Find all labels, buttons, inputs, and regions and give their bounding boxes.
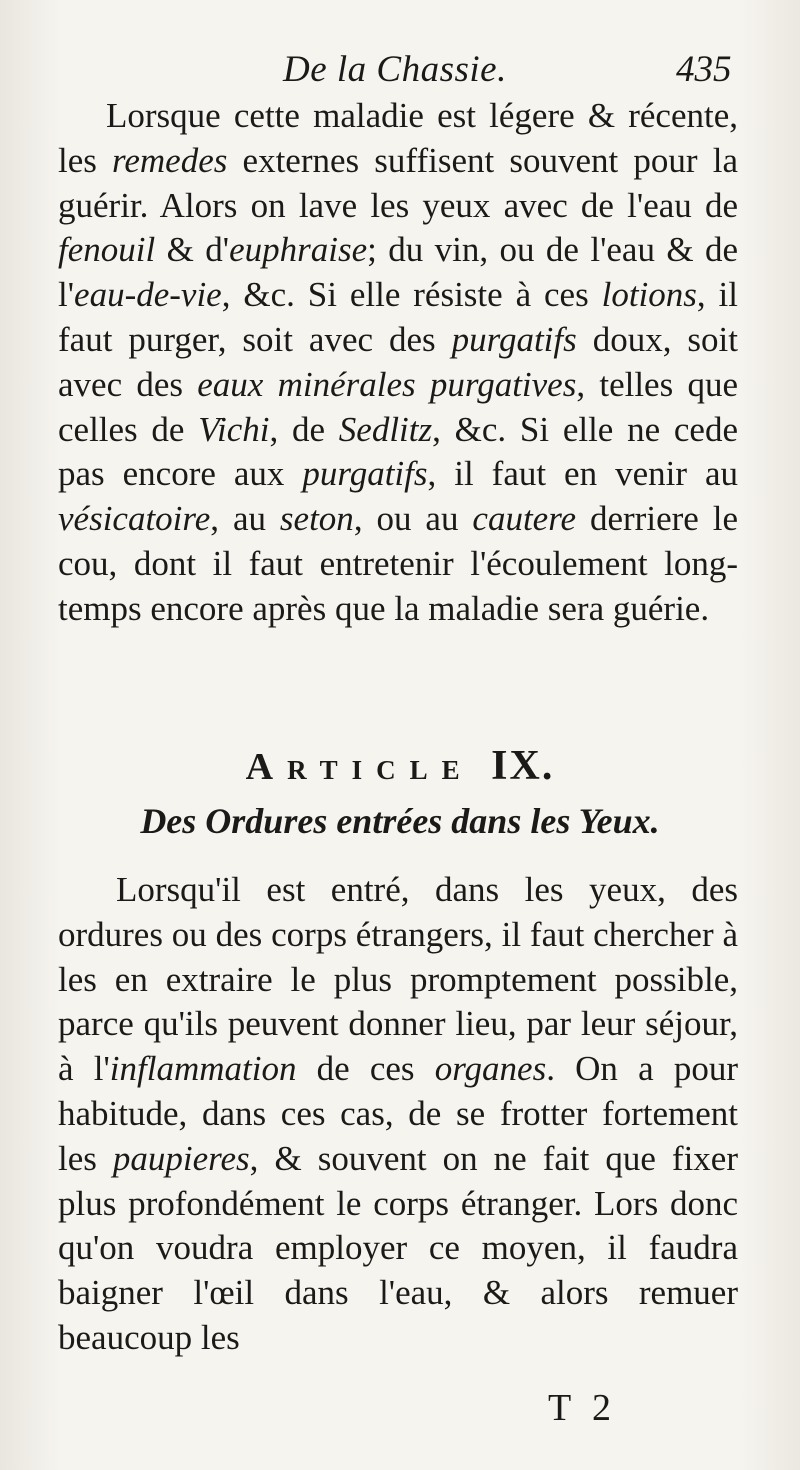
text-segment: vésicatoire: [58, 499, 211, 539]
article-heading: [0, 742, 800, 790]
text-segment: remedes: [112, 140, 228, 180]
text-segment: lotions: [601, 275, 697, 315]
paragraph-foreign-bodies: [58, 868, 738, 1361]
text-segment: de ces: [296, 1049, 435, 1089]
text-segment: euphraise: [229, 230, 368, 270]
signature-mark: T 2: [548, 1387, 618, 1429]
article-word: Article: [245, 746, 474, 788]
running-title: De la Chassie.: [283, 49, 507, 90]
text-segment: Vichi: [198, 409, 270, 449]
text-segment: eaux minérales purgatives: [197, 364, 577, 404]
text-segment: seton: [279, 499, 354, 539]
text-segment: Sedlitz: [338, 409, 433, 449]
text-segment: Lorsqu'il est entré, dans les yeux, des ordures ou des corps étrangers, il faut chercher à les en extraire le plus promptement possible, parce qu'ils peuvent donner lieu, par leur séjour, à l': [58, 870, 738, 1089]
text-segment: organes: [434, 1049, 547, 1089]
page-number: 435: [676, 49, 732, 90]
text-segment: , &c. Si elle ne cede pas encore aux: [58, 409, 738, 494]
text-segment: Lorsque cette maladie est légere & récente, les: [58, 96, 738, 180]
text-segment: fenouil: [58, 230, 156, 270]
text-segment: , de: [269, 409, 339, 449]
text-segment: , telles que celles de: [58, 364, 738, 449]
text-segment: , &c. Si elle résiste à ces: [221, 275, 602, 315]
article-number: IX.: [491, 743, 555, 789]
text-segment: , ou au: [353, 499, 473, 539]
text-segment: , au: [210, 499, 280, 539]
text-segment: eau-de-vie: [74, 275, 222, 315]
text-segment: doux, soit avec des: [58, 319, 738, 404]
text-segment: , il faut en venir au: [427, 454, 738, 494]
text-segment: , il faut purger, soit avec des: [58, 275, 739, 359]
text-segment: & d': [155, 230, 230, 270]
text-segment: paupieres: [112, 1138, 250, 1178]
text-segment: externes suffisent souvent pour la guérir. Alors on lave les yeux avec de l'eau de: [58, 140, 738, 225]
text-segment: derriere le cou, dont il faut entretenir l'écoulement long-temps encore après que la maladie sera guérie.: [58, 499, 738, 628]
section-title: Des Ordures entrées dans les Yeux.: [140, 801, 660, 841]
page-header: [0, 42, 800, 94]
text-segment: . On a pour habitude, dans ces cas, de se frotter fortement les: [58, 1049, 738, 1178]
text-segment: ; du vin, ou de l'eau & de l': [58, 230, 739, 315]
text-segment: purgatifs: [451, 319, 577, 359]
text-segment: purgatifs: [302, 454, 428, 494]
paragraph-treatment: [58, 94, 738, 632]
text-segment: cautere: [472, 499, 577, 539]
text-segment: inflammation: [109, 1049, 297, 1089]
text-segment: , & souvent on ne fait que fixer plus profondément le corps étranger. Lors donc qu'on voudra employer ce moyen, il faudra baigner l'œil dans l'eau, & alors remuer beaucoup les: [58, 1138, 738, 1357]
